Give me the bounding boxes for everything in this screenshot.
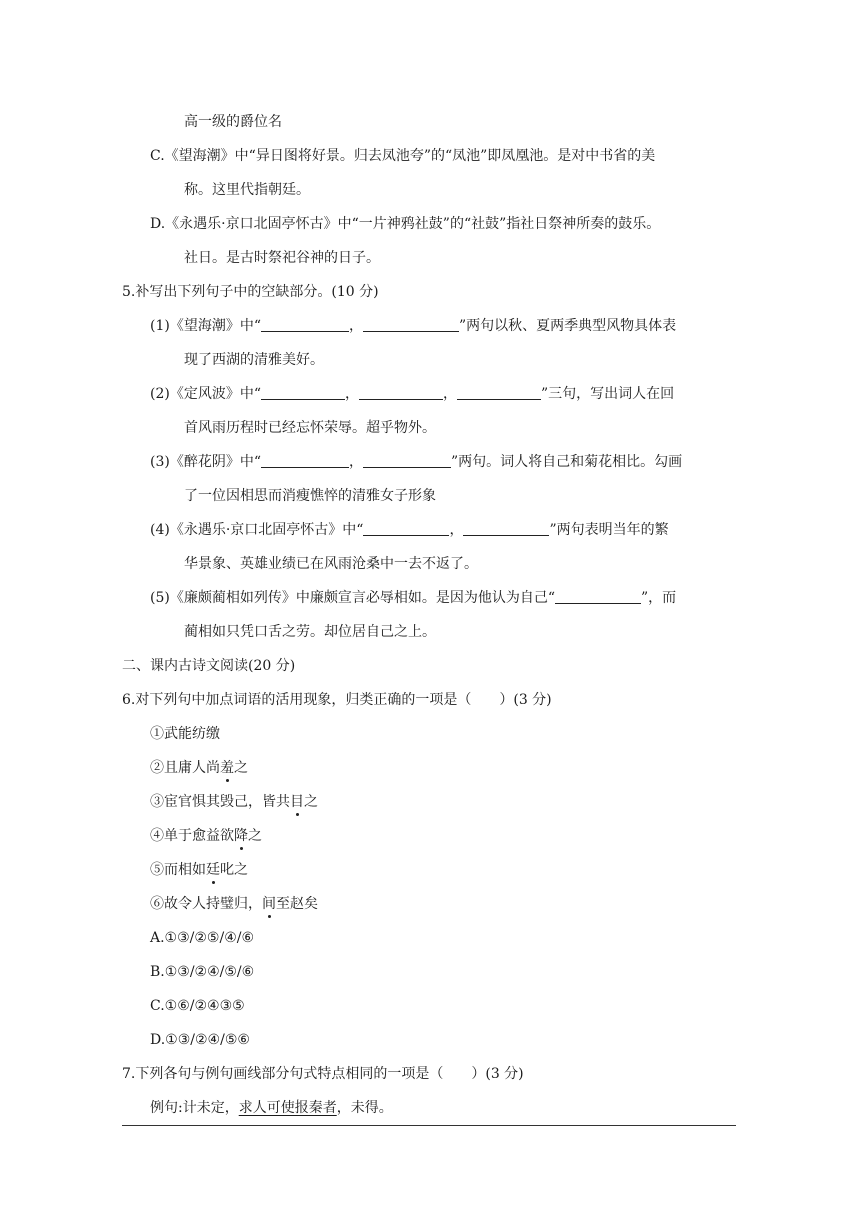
q6-sentence-2-text-end: 之 [234,760,248,776]
q6-option-d: D.①③/②④/⑤⑥ [150,1032,250,1048]
answer-blank[interactable] [261,317,349,332]
underlined-clause: 求人可使报秦者 [238,1100,337,1116]
q6-sentence-6-text: ⑥故令人持璧归， [150,896,262,912]
q5-item-4 [150,520,669,540]
q5-item-2-suffix: ”三句，写出词人在回 [541,386,675,402]
q5-item-5-suffix: ”，而 [641,590,677,606]
q6-sentence-6 [150,894,318,914]
q7-example-prefix: 例句:计未定， [150,1100,239,1116]
dotted-word: 廷 [206,862,220,878]
q5-item-4-suffix: ”两句表明当年的繁 [549,522,669,538]
q6-sentence-3-text-end: 之 [304,794,318,810]
q5-item-1-separator: ， [349,318,363,334]
q6-sentence-5-text: ⑤而相如 [150,862,206,878]
q6-option-c: C.①⑥/②④③⑤ [150,998,245,1014]
q6-sentence-1: ①武能纺缴 [150,726,220,742]
q5-item-1-suffix: ”两句以秋、夏两季典型风物具体表 [459,318,677,334]
answer-blank[interactable] [359,385,443,400]
q4-option-d-continuation: 社日。是古时祭祀谷神的日子。 [184,250,380,266]
q4-option-b-continuation: 高一级的爵位名 [184,114,282,130]
q5-title: 5.补写出下列句子中的空缺部分。(10 分) [122,284,379,300]
answer-blank[interactable] [363,453,451,468]
q6-sentence-2-text: ②且庸人尚 [150,760,220,776]
q6-sentence-4-text: ④单于愈益欲 [150,828,234,844]
dotted-word: 降 [234,828,248,844]
answer-blank[interactable] [463,521,549,536]
dotted-word: 间 [262,896,276,912]
q5-item-5-prefix: (5)《廉颇蔺相如列传》中廉颇宣言必辱相如。是因为他认为自己“ [150,590,555,606]
answer-blank[interactable] [363,521,449,536]
q5-item-2-continuation: 首风雨历程时已经忘怀荣辱。超乎物外。 [184,420,436,436]
q6-sentence-4 [150,826,262,846]
q6-title: 6.对下列句中加点词语的活用现象，归类正确的一项是（ ）(3 分) [122,692,552,708]
footer-divider [122,1125,736,1126]
q6-option-b: B.①③/②④/⑤/⑥ [150,964,255,980]
q6-sentence-5-text-end: 叱之 [220,862,248,878]
q5-item-5 [150,588,676,608]
section-2-title: 二、课内古诗文阅读(20 分) [122,658,296,674]
q5-item-3-separator: ， [349,454,363,470]
q5-item-2-separator: ， [443,386,457,402]
q6-sentence-6-text-end: 至赵矣 [276,896,318,912]
q5-item-2-separator: ， [345,386,359,402]
q5-item-3 [150,452,682,472]
q5-item-4-prefix: (4)《永遇乐·京口北固亭怀古》中“ [150,522,364,538]
answer-blank[interactable] [555,589,641,604]
dotted-word: 羞 [220,760,234,776]
q4-option-c: C.《望海潮》中“异日图将好景。归去凤池夸”的“凤池”即凤凰池。是对中书省的美 [150,148,656,164]
answer-blank[interactable] [457,385,541,400]
q7-title: 7.下列各句与例句画线部分句式特点相同的一项是（ ）(3 分) [122,1066,524,1082]
q6-sentence-3 [150,792,318,812]
dotted-word: 目 [290,794,304,810]
q5-item-2-prefix: (2)《定风波》中“ [150,386,261,402]
answer-blank[interactable] [261,453,349,468]
q5-item-4-separator: ， [449,522,464,538]
q7-example-suffix: ，未得。 [336,1100,393,1116]
q6-sentence-2 [150,758,248,778]
q5-item-3-suffix: ”两句。词人将自己和菊花相比。勾画 [451,454,683,470]
q5-item-1 [150,316,676,336]
q7-example [150,1098,393,1118]
answer-blank[interactable] [363,317,459,332]
q4-option-c-continuation: 称。这里代指朝廷。 [184,182,310,198]
q5-item-3-prefix: (3)《醉花阴》中“ [150,454,261,470]
q5-item-3-continuation: 了一位因相思而消瘦憔悴的清雅女子形象 [184,488,436,504]
q4-option-d: D.《永遇乐·京口北固亭怀古》中“一片神鸦社鼓”的“社鼓”指社日祭神所奏的鼓乐。 [150,216,661,232]
answer-blank[interactable] [261,385,345,400]
q5-item-2 [150,384,674,404]
q6-option-a: A.①③/②⑤/④/⑥ [150,930,255,946]
q5-item-5-continuation: 蔺相如只凭口舌之劳。却位居自己之上。 [184,624,436,640]
q5-item-1-continuation: 现了西湖的清雅美好。 [184,352,324,368]
q6-sentence-4-text-end: 之 [248,828,262,844]
q5-item-1-prefix: (1)《望海潮》中“ [150,318,261,334]
q6-sentence-5 [150,860,248,880]
q6-sentence-3-text: ③宦官惧其毁己，皆共 [150,794,290,810]
q5-item-4-continuation: 华景象、英雄业绩已在风雨沧桑中一去不返了。 [184,556,478,572]
